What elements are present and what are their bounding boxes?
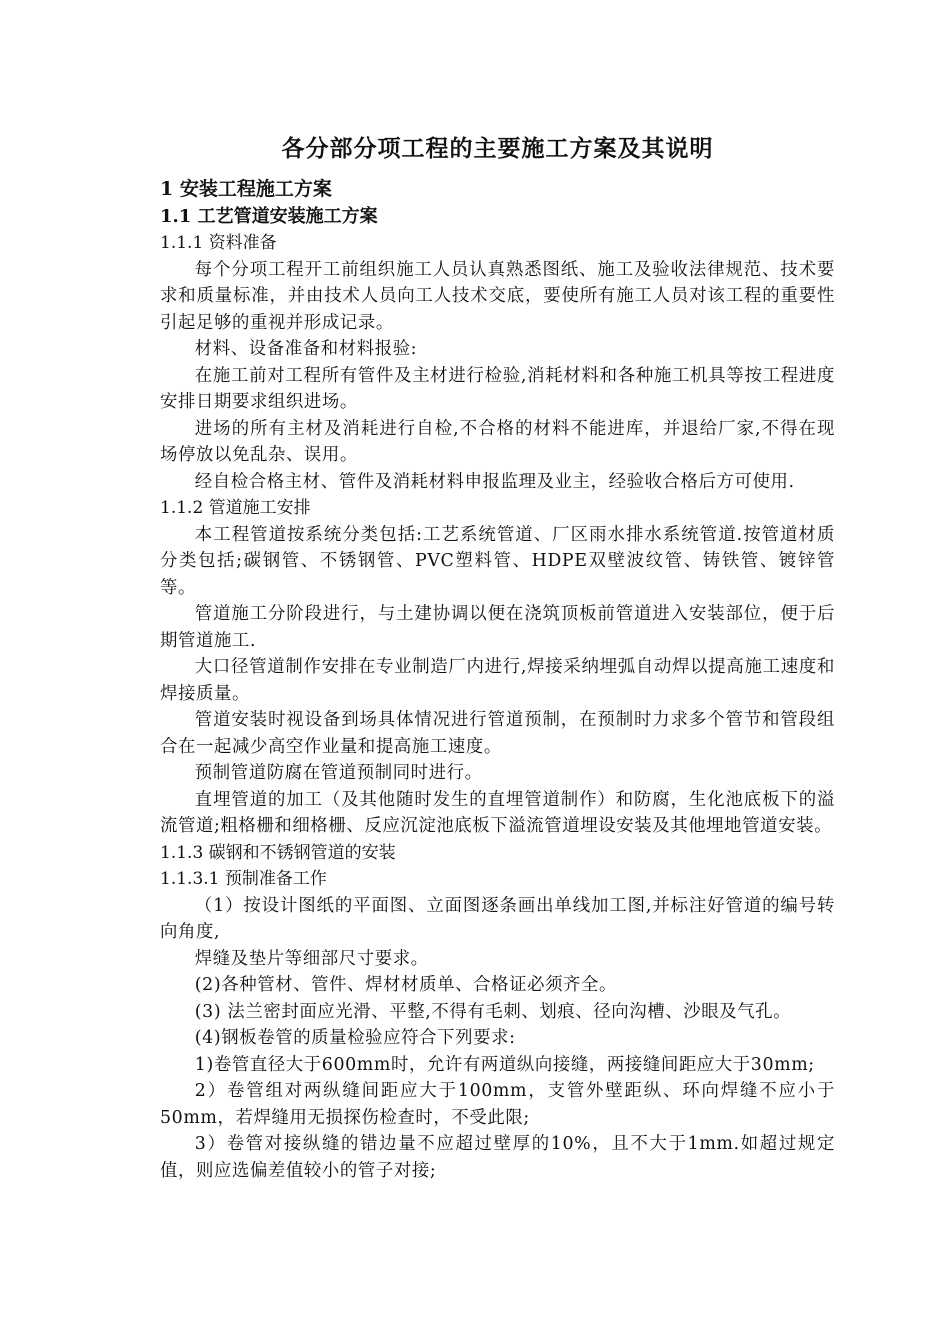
paragraph: 进场的所有主材及消耗进行自检,不合格的材料不能进库，并退给厂家,不得在现场停放以免乱杂、误用。: [160, 418, 835, 465]
paragraph: 在施工前对工程所有管件及主材进行检验,消耗材料和各种施工机具等按工程进度安排日期要求组织进场。: [160, 365, 835, 412]
paragraph: (2)各种管材、管件、焊材材质单、合格证必须齐全。: [194, 975, 618, 995]
paragraph: 直埋管道的加工（及其他随时发生的直埋管道制作）和防腐，生化池底板下的溢流管道;粗格栅和细格栅、反应沉淀池底板下溢流管道埋设安装及其他埋地管道安装。: [160, 789, 835, 836]
paragraph: (4)钢板卷管的质量检验应符合下列要求:: [194, 1028, 516, 1048]
paragraph: 2）卷管组对两纵缝间距应大于100mm，支管外壁距纵、环向焊缝不应小于50mm，若焊缝用无损探伤检查时，不受此限;: [160, 1081, 835, 1128]
paragraph: 1)卷管直径大于600mm时，允许有两道纵向接缝，两接缝间距应大于30mm;: [194, 1054, 815, 1075]
sub-subsection-heading: 1.1.1 资料准备: [160, 233, 277, 253]
sub-subsection-heading: 1.1.2 管道施工安排: [160, 498, 311, 518]
sub-subsection-heading: 1.1.3.1 预制准备工作: [160, 869, 327, 889]
section-heading: 1 安装工程施工方案: [160, 178, 332, 200]
paragraph: 本工程管道按系统分类包括:工艺系统管道、厂区雨水排水系统管道.按管道材质分类包括;碳钢管、不锈钢管、PVC塑料管、HDPE双壁波纹管、铸铁管、镀锌管等。: [160, 524, 835, 598]
document-page: [160, 132, 835, 1184]
paragraph: 预制管道防腐在管道预制同时进行。: [194, 763, 483, 783]
paragraph: 材料、设备准备和材料报验:: [194, 339, 418, 359]
paragraph: 经自检合格主材、管件及消耗材料申报监理及业主，经验收合格后方可使用.: [194, 471, 795, 492]
paragraph: 焊缝及垫片等细部尺寸要求。: [194, 948, 429, 969]
document-body: [160, 176, 835, 1184]
subsection-heading: 1.1 工艺管道安装施工方案: [160, 206, 378, 227]
document-title: 各分部分项工程的主要施工方案及其说明: [281, 135, 714, 162]
paragraph: 每个分项工程开工前组织施工人员认真熟悉图纸、施工及验收法律规范、技术要求和质量标准，并由技术人员向工人技术交底，要使所有施工人员对该工程的重要性引起足够的重视并形成记录。: [160, 259, 835, 333]
paragraph: 管道施工分阶段进行，与土建协调以便在浇筑顶板前管道进入安装部位，便于后期管道施工.: [160, 604, 835, 651]
paragraph: 管道安装时视设备到场具体情况进行管道预制，在预制时力求多个管节和管段组合在一起减少高空作业量和提高施工速度。: [160, 710, 835, 757]
paragraph: （1）按设计图纸的平面图、立面图逐条画出单线加工图,并标注好管道的编号转向角度,: [160, 895, 835, 942]
sub-subsection-heading: 1.1.3 碳钢和不锈钢管道的安装: [160, 842, 396, 863]
paragraph: (3) 法兰密封面应光滑、平整,不得有毛刺、划痕、径向沟槽、沙眼及气孔。: [194, 1001, 792, 1022]
paragraph: 大口径管道制作安排在专业制造厂内进行,焊接采纳埋弧自动焊以提高施工速度和焊接质量。: [160, 657, 835, 704]
paragraph: 3）卷管对接纵缝的错边量不应超过壁厚的10%，且不大于1mm.如超过规定值，则应选偏差值较小的管子对接;: [160, 1134, 835, 1181]
